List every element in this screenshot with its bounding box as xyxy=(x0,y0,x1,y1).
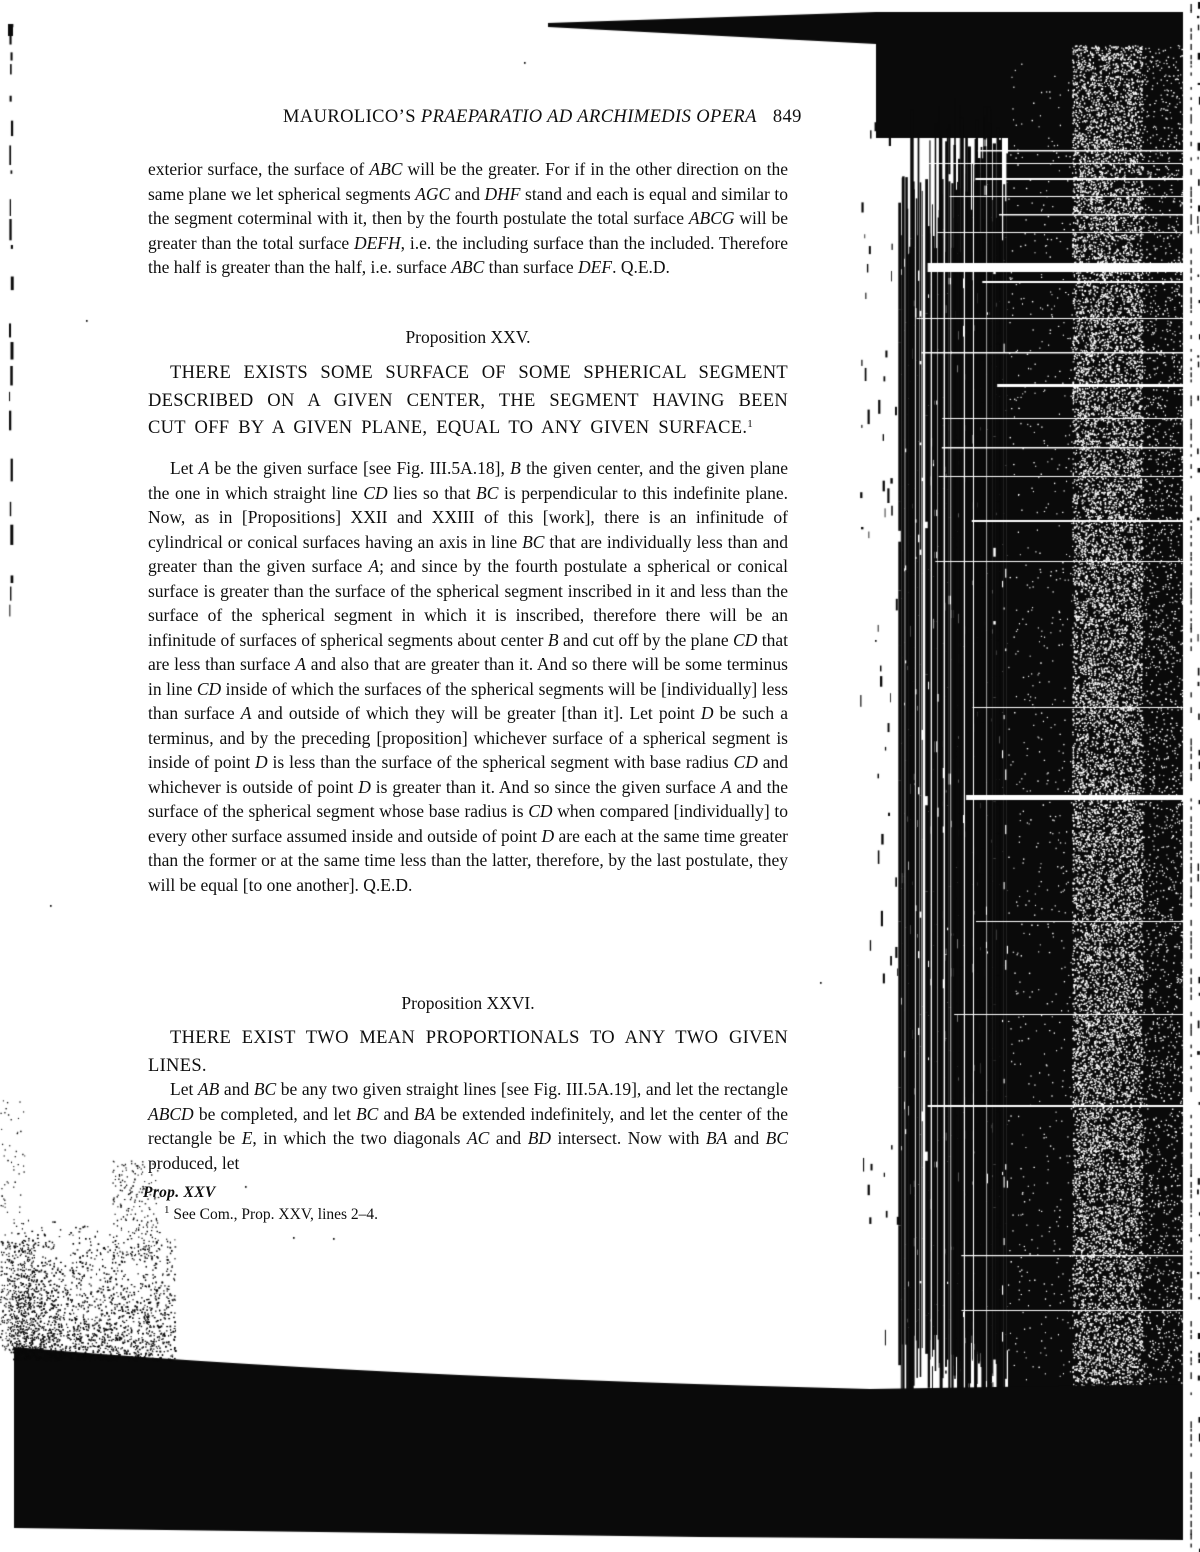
proposition-xxvi-statement: THERE EXIST TWO MEAN PROPORTIONALS TO ANY TWO GIVEN LINES. xyxy=(148,1028,788,1076)
paragraph-continuation: exterior surface, the surface of ABC will be the greater. For if in the other direction on the same plane we let spherical segments AGC and DHF stand and each is equal and similar to the segment coterminal with it, then by the fourth postulate the total surface ABCG will be greater than the total surface DEFH, i.e. the including surface than the included. Therefore the half is greater than the half, i.e. surface ABC than surface DEF. Q.E.D. xyxy=(148,159,789,277)
proposition-xxv-statement: THERE EXISTS SOME SURFACE OF SOME SPHERICAL SEGMENT DESCRIBED ON A GIVEN CENTER, THE SEGMENT HAVING BEEN CUT OFF BY A GIVEN PLANE, EQUAL TO ANY GIVEN SURFACE.$^1$ xyxy=(148,363,788,438)
proposition-xxvi-heading: Proposition XXVI. xyxy=(401,993,535,1013)
footnote-text: $^1$ See Com., Prop. XXV, lines 2–4. xyxy=(164,1204,379,1223)
proposition-xxv-heading: Proposition XXV. xyxy=(405,327,531,347)
running-head: MAUROLICO’S PRAEPARATIO AD ARCHIMEDIS OPERA 849 xyxy=(283,107,802,127)
proposition-xxv-body: Let A be the given surface [see Fig. III.5A.18], B the given center, and the given plane the one in which straight line CD lies so that BC is perpendicular to this indefinite plane. Now, as in [Propositions] XXII and XXIII of this [work], there is an infinitude of cylindrical or conical surfaces having an axis in line BC that are individually less than and greater than the given surface A; and since by the fourth postulate a spherical or conical surface is greater than the surface of the spherical segment inscribed in it and less than the surface of the spherical segment in which it is inscribed, therefore there will be an infinitude of surfaces of spherical segments about center B and cut off by the plane CD that are less than surface A and also that are greater than it. And so there will be some terminus in line CD inside of which the surfaces of the spherical segments will be [individually] less than surface A and outside of which they will be greater [than it]. Let point D be such a terminus, and by the preceding [proposition] whichever surface of a spherical segment is inside of point D is less than the surface of the spherical segment with base radius CD and whichever is outside of point D is greater than it. And so since the given surface A and the surface of the spherical segment whose base radius is CD when compared [individually] to every other surface assumed inside and outside of point D are each at the same time greater than the former or at the same time less than the latter, therefore, by the last postulate, they will be equal [to one another]. Q.E.D. xyxy=(148,458,789,895)
proposition-xxvi-body: Let AB and BC be any two given straight lines [see Fig. III.5A.19], and let the rectangle ABCD be completed, and let BC and BA be extended indefinitely, and let the center of the rectangle be E, in which the two diagonals AC and BD intersect. Now with BA and BC produced, let xyxy=(148,1079,788,1173)
footnote-label: Prop. XXV xyxy=(143,1184,216,1201)
